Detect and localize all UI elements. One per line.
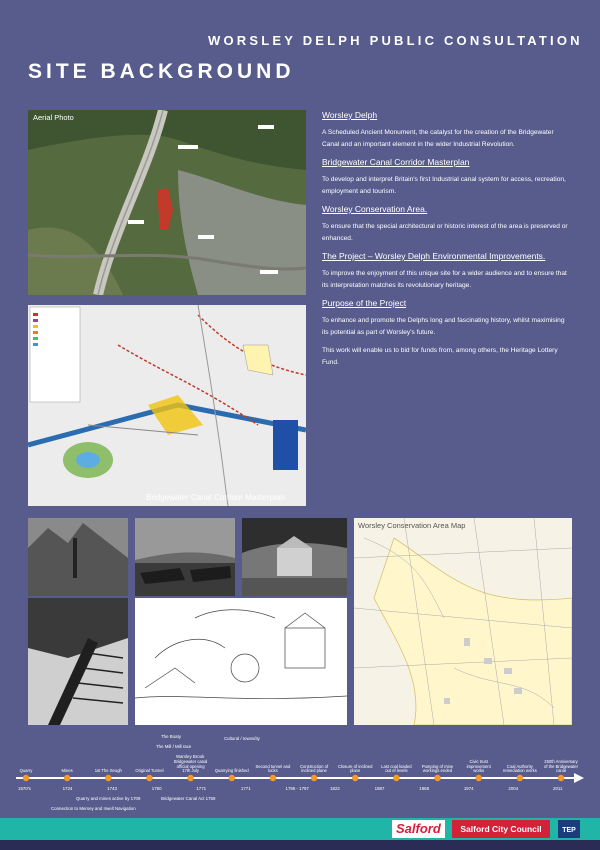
section-body: To improve the enjoyment of this unique site for a wider audience and to ensure that its interpretation matches its revolutionary heritage. [322, 269, 567, 289]
timeline-year: 2004 [508, 786, 519, 791]
historic-photo-boats [135, 518, 235, 596]
section-heading: Worsley Conservation Area. [322, 204, 428, 214]
timeline-event-label: Coal Authority remediation works [502, 763, 537, 774]
section-body: To develop and interpret Britain's first Industrial canal system for access, recreation, employment and tourism. [322, 175, 566, 195]
section-heading: Worsley Delph [322, 110, 378, 120]
section-project [322, 251, 572, 292]
historic-photo-quarry [28, 518, 128, 596]
conservation-map-image [354, 518, 572, 725]
footer-bar [0, 818, 600, 840]
timeline-year: 1968 [419, 786, 430, 791]
timeline-event-label: Quarrying finished [214, 768, 249, 774]
conservation-map-caption: Worsley Conservation Area Map [358, 521, 466, 530]
masterplan-map [28, 305, 306, 506]
page-title: SITE BACKGROUND [28, 60, 295, 83]
timeline-event-label: Pumping of mine workings ended [421, 763, 454, 774]
timeline-event-label: Bridgewater canal official opening 17th July [173, 759, 208, 774]
section-body: To enhance and promote the Delphs long and fascinating history, whilst maximising its potential as part of Worsley's future. [322, 316, 565, 336]
timeline-year: 1795 - 1797 [285, 786, 309, 791]
timeline-year: 1771 [240, 786, 251, 791]
sketch-drawing [135, 598, 347, 725]
section-masterplan [322, 157, 572, 198]
section-worsley-delph [322, 110, 572, 151]
salford-logo: Salford [392, 820, 445, 838]
timeline-note: Bridgewater Canal Act 1759 [161, 796, 216, 801]
historic-photo-building [242, 518, 347, 596]
conservation-area-map [354, 518, 572, 725]
timeline-year: 1822 [330, 786, 340, 791]
historic-photo-image [28, 598, 128, 725]
timeline-note: The Boaty [161, 734, 182, 739]
timeline-labels [16, 732, 586, 814]
historic-photo-image [28, 518, 128, 596]
timeline-note: Warsley Brook [176, 754, 205, 759]
tep-logo: TEP [558, 820, 580, 838]
timeline-year: 1760 [151, 786, 162, 791]
section-heading: The Project – Worsley Delph Environmental Improvements. [322, 251, 546, 261]
timeline-year: 1570's [18, 786, 31, 791]
historic-photo-image [135, 518, 235, 596]
section-body: A Scheduled Ancient Monument, the catalyst for the creation of the Bridgewater Canal and an important element in the wider Industrial Revolution. [322, 128, 554, 148]
timeline-event-label: Mines [61, 768, 73, 774]
timeline-event-label: 1st The Seugh [94, 768, 122, 774]
masterplan-map-image [28, 305, 306, 506]
timeline-year: 1724 [62, 786, 73, 791]
timeline-note: Cultural / towns/ity [224, 736, 260, 741]
consultation-eyebrow: WORSLEY DELPH PUBLIC CONSULTATION [208, 33, 583, 48]
historic-photo-staircase [28, 598, 128, 725]
council-name: Salford City Council [452, 820, 550, 838]
footer-base [0, 840, 600, 850]
timeline-event-label: Quarry [19, 768, 33, 774]
timeline-note: Connection to Mersey and Irwell Navigation [51, 806, 136, 811]
timeline-year: 1974 [463, 786, 474, 791]
sketch-image [135, 598, 347, 725]
timeline-event-label: Construction of inclined plane [299, 763, 329, 774]
section-body: To ensure that the special architectural or historic interest of the area is preserved or enhanced. [322, 222, 568, 242]
timeline-year: 1743 [107, 786, 117, 791]
section-conservation-area [322, 204, 572, 245]
timeline-year: 2011 [553, 786, 563, 791]
section-purpose [322, 298, 572, 339]
timeline-event-label: Original Tunnel [135, 768, 164, 774]
section-heading: Bridgewater Canal Corridor Masterplan [322, 157, 470, 167]
aerial-photo-caption: Aerial Photo [33, 113, 74, 122]
timeline-note: The Mill / Mill race [156, 744, 192, 749]
timeline-event-label: Second tunnel and locks [255, 763, 291, 774]
timeline-year: 1887 [374, 786, 385, 791]
timeline-event-label: 250th Anniversary of the Bridgewater canal [544, 759, 578, 774]
section-heading: Purpose of the Project [322, 298, 407, 308]
closing-text: This work will enable us to bid for funds from, among others, the Heritage Lottery Fund. [322, 347, 558, 367]
timeline-event-label: Civic trust improvement works [466, 759, 491, 774]
history-timeline [16, 732, 586, 814]
timeline-note: Quarry and mines active by 1709 [76, 796, 141, 801]
timeline-event-label: Closure of inclined plane [337, 763, 373, 774]
text-column [322, 110, 572, 375]
timeline-year: 1771 [196, 786, 207, 791]
aerial-photo-image [28, 110, 306, 295]
masterplan-caption: Bridgewater Canal Corridor Masterplan [146, 493, 285, 502]
historic-photo-image [242, 518, 347, 596]
aerial-photo [28, 110, 306, 295]
timeline-event-label: Last coal loaded out of levels [381, 763, 412, 774]
